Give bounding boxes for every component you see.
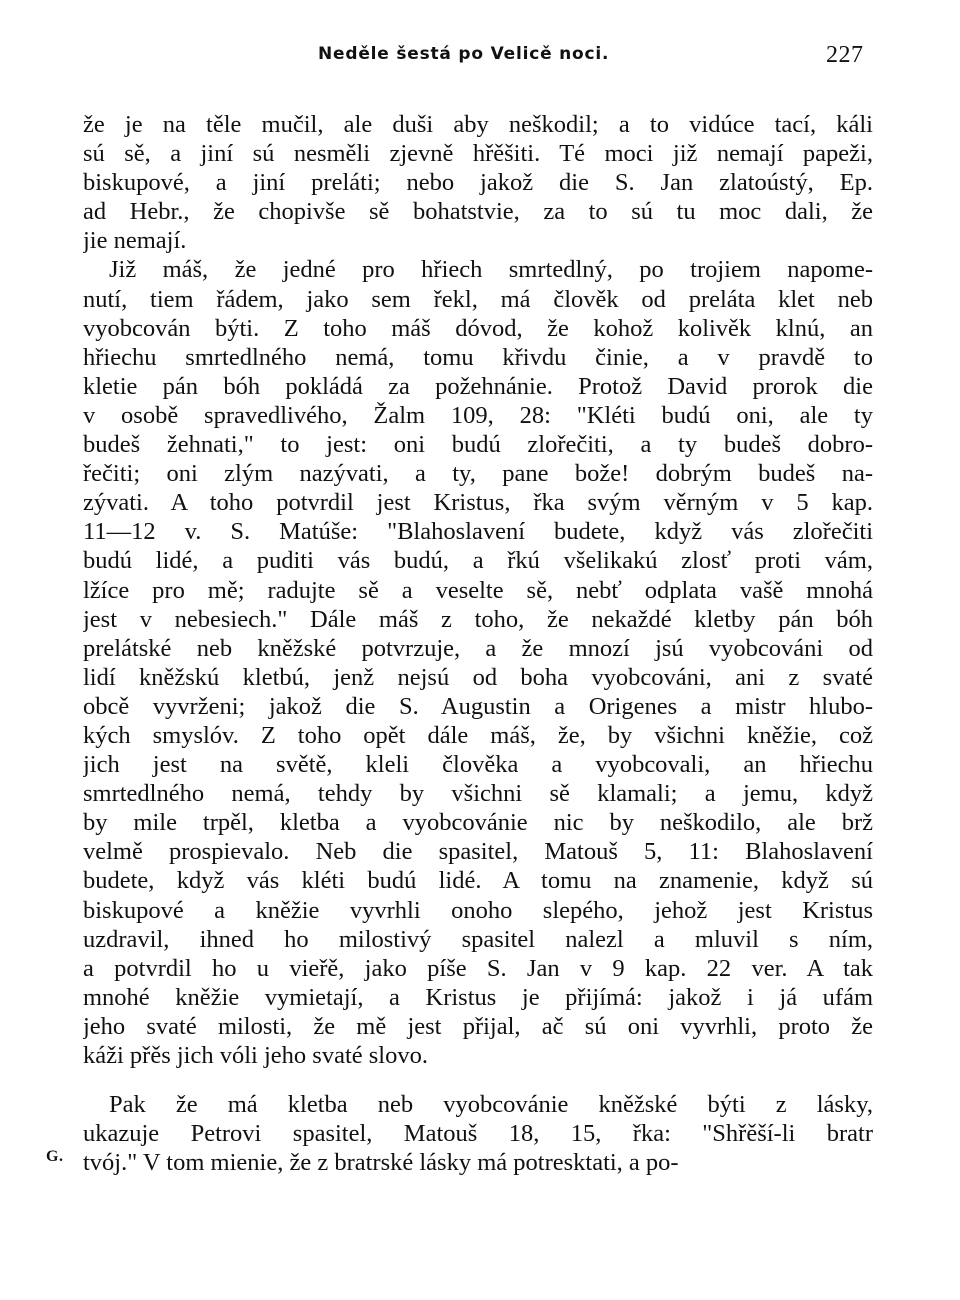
text-line: budete, když vás kléti budú lidé. A tomu na znamenie, když sú bbox=[83, 867, 873, 895]
section-gap bbox=[83, 1070, 873, 1090]
text-line: 11—12 v. S. Matúše: "Blahoslavení budete, když vás zlořečiti bbox=[83, 518, 873, 546]
text-line: lidí kněžskú kletbú, jenž nejsú od boha vyobcováni, ani z svaté bbox=[83, 663, 873, 691]
body-text bbox=[83, 110, 873, 1177]
text-line: budú lidé, a puditi vás budú, a řkú všelikakú zlosť proti vám, bbox=[83, 547, 873, 575]
text-line: že je na těle mučil, ale duši aby neškodil; a to vidúce tací, káli bbox=[83, 111, 873, 138]
text-line: nutí, tiem řádem, jako sem řekl, má člověk od preláta klet neb bbox=[83, 285, 873, 313]
text-line: kých smyslóv. Z toho opět dále máš, že, by všichni kněžie, což bbox=[83, 721, 873, 749]
text-line: vyobcován býti. Z toho máš dóvod, že kohož kolivěk klnú, an bbox=[83, 314, 873, 342]
text-line: jich jest na světě, kleli člověka a vyobcovali, an hřiechu bbox=[83, 751, 873, 779]
text-line: zývati. A toho potvrdil jest Kristus, řka svým věrným v 5 kap. bbox=[83, 489, 873, 517]
text-line: lžíce pro mě; radujte sě a veselte sě, nebť odplata vašě mnohá bbox=[83, 576, 873, 604]
text-line: jest v nebesiech." Dále máš z toho, že nekaždé kletby pán bóh bbox=[83, 605, 873, 633]
text-line: řečiti; oni zlým nazývati, a ty, pane bože! dobrým budeš na- bbox=[83, 460, 873, 488]
text-line: a potvrdil ho u vieřě, jako píše S. Jan v 9 kap. 22 ver. A tak bbox=[83, 954, 873, 982]
text-line: jeho svaté milosti, že mě jest přijal, ač sú oni vyvrhli, proto že bbox=[83, 1012, 873, 1040]
text-line: jie nemají. bbox=[83, 227, 187, 255]
text-line: mnohé kněžie vymietají, a Kristus je přijímá: jakož i já ufám bbox=[83, 983, 873, 1011]
text-line: kletie pán bóh pokládá za požehnánie. Protož David prorok die bbox=[83, 372, 873, 400]
page-number: 227 bbox=[826, 42, 864, 68]
text-line: v osobě spravedlivého, Žalm 109, 28: "Kléti budú oni, ale ty bbox=[83, 401, 873, 429]
text-line: obcě vyvrženi; jakož die S. Augustin a Origenes a mistr hlubo- bbox=[83, 692, 873, 720]
paragraph bbox=[83, 1090, 873, 1177]
text-line: budeš žehnati," to jest: oni budú zlořečiti, a ty budeš dobro- bbox=[83, 431, 873, 459]
text-line: biskupové, a jiní preláti; nebo jakož die S. Jan zlatoústý, Ep. bbox=[83, 169, 873, 197]
text-line: ad Hebr., že chopivše sě bohatstvie, za to sú tu moc dali, že bbox=[83, 198, 873, 226]
running-header bbox=[0, 40, 960, 74]
paragraph bbox=[83, 255, 873, 1070]
text-line: hřiechu smrtedlného nemá, tomu křivdu činie, a v pravdě to bbox=[83, 343, 873, 371]
text-line: sú sě, a jiní sú nesměli zjevně hřěšiti. Té moci již nemají papeži, bbox=[83, 140, 873, 168]
margin-note: G. bbox=[46, 1148, 64, 1165]
text-line: ukazuje Petrovi spasitel, Matouš 18, 15, řka: "Shřěší-li bratr bbox=[83, 1120, 873, 1148]
text-line: by mile trpěl, kletba a vyobcovánie nic by neškodilo, ale brž bbox=[83, 809, 873, 837]
text-line: prelátské neb kněžské potvrzuje, a že mnozí jsú vyobcováni od bbox=[83, 634, 873, 662]
text-line: smrtedlného nemá, tehdy by všichni sě klamali; a jemu, když bbox=[83, 780, 873, 808]
text-line: Již máš, že jedné pro hřiech smrtedlný, po trojiem napome- bbox=[109, 256, 873, 284]
text-line: uzdravil, ihned ho milostivý spasitel nalezl a mluvil s ním, bbox=[83, 925, 873, 953]
paragraph bbox=[83, 110, 873, 255]
text-line: Pak že má kletba neb vyobcovánie kněžské býti z lásky, bbox=[109, 1091, 873, 1119]
text-line: velmě prospievalo. Neb die spasitel, Matouš 5, 11: Blahoslavení bbox=[83, 838, 873, 866]
text-line: káži přěs jich vóli jeho svaté slovo. bbox=[83, 1042, 428, 1069]
text-line: tvój." V tom mienie, že z bratrské lásky má potresktati, a po- bbox=[83, 1149, 679, 1177]
text-line: biskupové a kněžie vyvrhli onoho slepého, jehož jest Kristus bbox=[83, 896, 873, 924]
running-title: Neděle šestá po Velicě noci. bbox=[318, 44, 610, 64]
